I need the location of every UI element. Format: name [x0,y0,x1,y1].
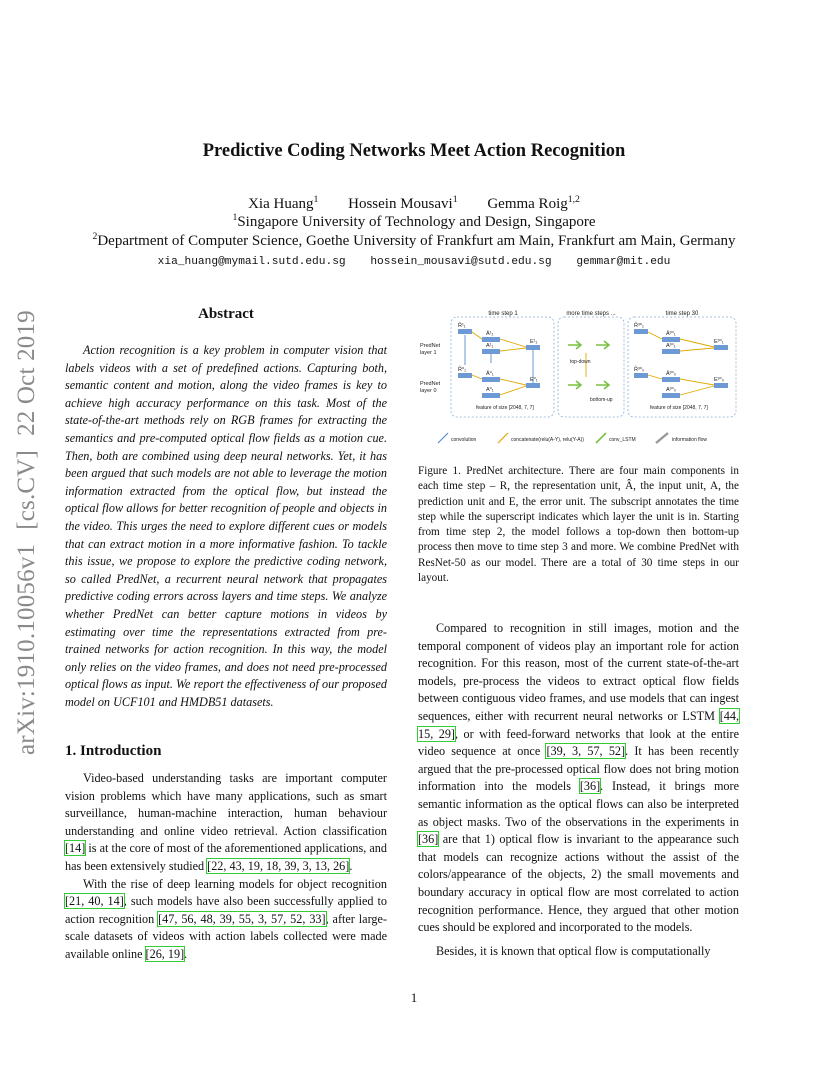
email[interactable]: gemmar@mit.edu [576,256,671,268]
svg-text:A³⁰₀: A³⁰₀ [666,387,676,393]
citation-link[interactable]: [36] [418,832,439,847]
svg-text:convolution: convolution [451,437,477,443]
citation-link[interactable]: [26, 19] [145,946,185,961]
author: Xia Huang$^1$ [248,194,319,212]
feature-size-label: feature of size [2048, 7, 7] [650,405,708,411]
email-list [0,256,828,268]
prednet-layer1-step30 [634,322,728,354]
intro-body [65,770,387,964]
citation-link[interactable]: [44, 15, 29] [418,708,739,741]
abstract-text: Action recognition is a key problem in computer vision that labels videos with a set of predefined actions. Capturing both, semantic content and motion, along the video frames is key to achieve high accuracy performance on this task. Most of the state-of-the-art methods rely on RGB frames for extracting the semantics and pre-computed optical flow fields as a motion cue. Then, both are combined using deep neural networks. Yet, it has been argued that such models are not able to leverage the motion information extracted from the optical flow, but instead the optical flow allows for better recognition of people and objects in the video. This urges the need to explore different cues or models that can extract motion in a more informative fashion. To tackle this issue, we propose to explore the predictive coding network, so called PredNet, a recurrent neural network that propagates predictive coding errors across layers and time steps. We analyze whether PredNet can better capture motions in videos by estimating over time the representations extracted from pre-trained networks for action recognition. In this way, the model only relies on the video frames, and does not need pre-processed optical flows as input. We report the effectiveness of our proposed model on UCF101 and HMDB51 datasets. [65,343,387,709]
abstract-heading: Abstract [198,306,254,322]
prednet-layer1-step1 [458,322,540,365]
feature-size-label: feature of size [2048, 7, 7] [476,405,534,411]
arxiv-identifier [13,310,41,755]
prednet-layer0-step1 [458,350,540,411]
svg-text:A³⁰₁: A³⁰₁ [666,343,676,349]
citation-link[interactable]: [22, 43, 19, 18, 39, 3, 13, 26] [207,858,350,873]
svg-text:Â⁰₁: Â⁰₁ [486,371,494,377]
citation-link[interactable]: [39, 3, 57, 52] [546,744,626,759]
arxiv-id: arXiv:1910.10056v1 [13,543,40,755]
author: Gemma Roig$^{1,2}$ [487,194,580,212]
paper-title: Predictive Coding Networks Meet Action Recognition [202,141,626,161]
affiliation: $^2$Department of Computer Science, Goethe University of Frankfurt am Main, Frankfurt am Main, Germany [92,231,736,249]
time-step-label: time step 1 [488,311,518,317]
top-down-label: top-down [570,359,591,365]
svg-text:information flow: information flow [672,437,708,443]
time-step-label: time step 30 [665,311,699,317]
svg-text:conv_LSTM: conv_LSTM [609,437,636,443]
prednet-layer0-step30 [634,366,728,411]
figure-legend [438,433,707,443]
author-list [0,196,828,213]
paragraph: Video-based understanding tasks are important computer vision problems which have many applications, such as smart surveillance, human-machine interaction, human behaviour understanding and online video retrieval. Action classification [14] is at the core of most of the aforementioned applications, and has been extensively studied [22, 43, 19, 18, 39, 3, 13, 26]. [65,771,387,873]
prednet-architecture-figure [418,305,740,453]
affiliation: $^1$Singapore University of Technology and Design, Singapore [232,212,596,230]
layer-label: PredNet layer 0 [420,381,441,394]
author: Hossein Mousavi$^1$ [348,194,458,212]
time-step-label: more time steps ... [566,311,616,317]
citation-link[interactable]: [47, 56, 48, 39, 55, 3, 57, 52, 33] [158,911,326,926]
layer-label: PredNet layer 1 [420,343,441,356]
svg-text:concatenate(relu(A-Y), relu(Y-: concatenate(relu(A-Y), relu(Y-A)) [511,437,584,443]
svg-text:E¹₁: E¹₁ [530,339,538,345]
svg-text:Â³⁰₁: Â³⁰₁ [666,331,676,337]
email[interactable]: xia_huang@mymail.sutd.edu.sg [157,256,346,268]
bottom-up-label: bottom-up [590,397,613,403]
svg-text:E⁰₁: E⁰₁ [530,377,538,383]
arxiv-date: 22 Oct 2019 [13,310,40,436]
citation-link[interactable]: [14] [65,841,86,856]
svg-text:R̂³⁰₀: R̂³⁰₀ [634,367,645,373]
svg-text:R̂³⁰₁: R̂³⁰₁ [634,323,644,329]
section-heading: 1. Introduction [65,743,162,759]
paragraph: Compared to recognition in still images, motion and the temporal component of videos play an important role for action recognition. For this reason, most of the current state-of-the-art models, pre-process the videos to extract optical flow fields between contiguous video frames, and use models that can ingest sequences, either with recurrent neural networks or LSTM [44, 15, 29], or with feed-forward networks that look at the entire video sequence at once [39, 3, 57, 52]. It has been recently argued that the pre-processed optical flow does not bring motion information into the models [36]. Instead, it brings more semantic information as the optical flows can also be interpreted as object masks. Two of the observations in the experiments in [36] are that 1) optical flow is invariant to the appearance such that models can recognize actions without the assist of the colors/appearance of the objects, 2) the small movements and boundary accuracy in optical flow are most correlated to action recognition performance. Hence, they argued that other motion cues should be explored and incorporated to the models. [418,621,739,935]
svg-text:Â¹₁: Â¹₁ [486,331,494,337]
paragraph: With the rise of deep learning models for object recognition [21, 40, 14], such models have also been successfully applied to action recognition [47, 56, 48, 39, 55, 3, 57, 52, 33], after large-scale datasets of videos with action labels collected were made available online [26, 19]. [65,876,387,961]
svg-text:Â³⁰₀: Â³⁰₀ [666,371,676,377]
svg-text:R̂⁰₁: R̂⁰₁ [458,367,467,373]
page-number: 1 [410,990,418,1005]
svg-text:A¹₁: A¹₁ [486,343,494,349]
svg-text:E³⁰₁: E³⁰₁ [714,339,724,345]
email[interactable]: hossein_mousavi@sutd.edu.sg [370,256,552,268]
svg-text:A⁰₁: A⁰₁ [486,387,494,393]
svg-text:R̂¹₁: R̂¹₁ [458,323,466,329]
figure-caption: Figure 1. PredNet architecture. There are four main components in each time step – R, the representation unit, Â, the input unit, A, the prediction unit and E, the error unit. The subscript annotates the time step while the superscript indicates which layer the unit is in. Starting from time step 2, the model follows a top-down then bottom-up process then move to time step 3 and more. We combine PredNet with ResNet-50 as our model. There are a total of 30 time steps in our layout. [418,465,739,585]
right-column-body [418,620,739,960]
citation-link[interactable]: [36] [579,779,601,794]
more-steps-arrows [568,341,613,403]
svg-text:E³⁰₀: E³⁰₀ [714,377,724,383]
arxiv-category: [cs.CV] [13,449,40,530]
paragraph: Besides, it is known that optical flow is computationally [436,943,711,958]
citation-link[interactable]: [21, 40, 14] [65,894,124,909]
